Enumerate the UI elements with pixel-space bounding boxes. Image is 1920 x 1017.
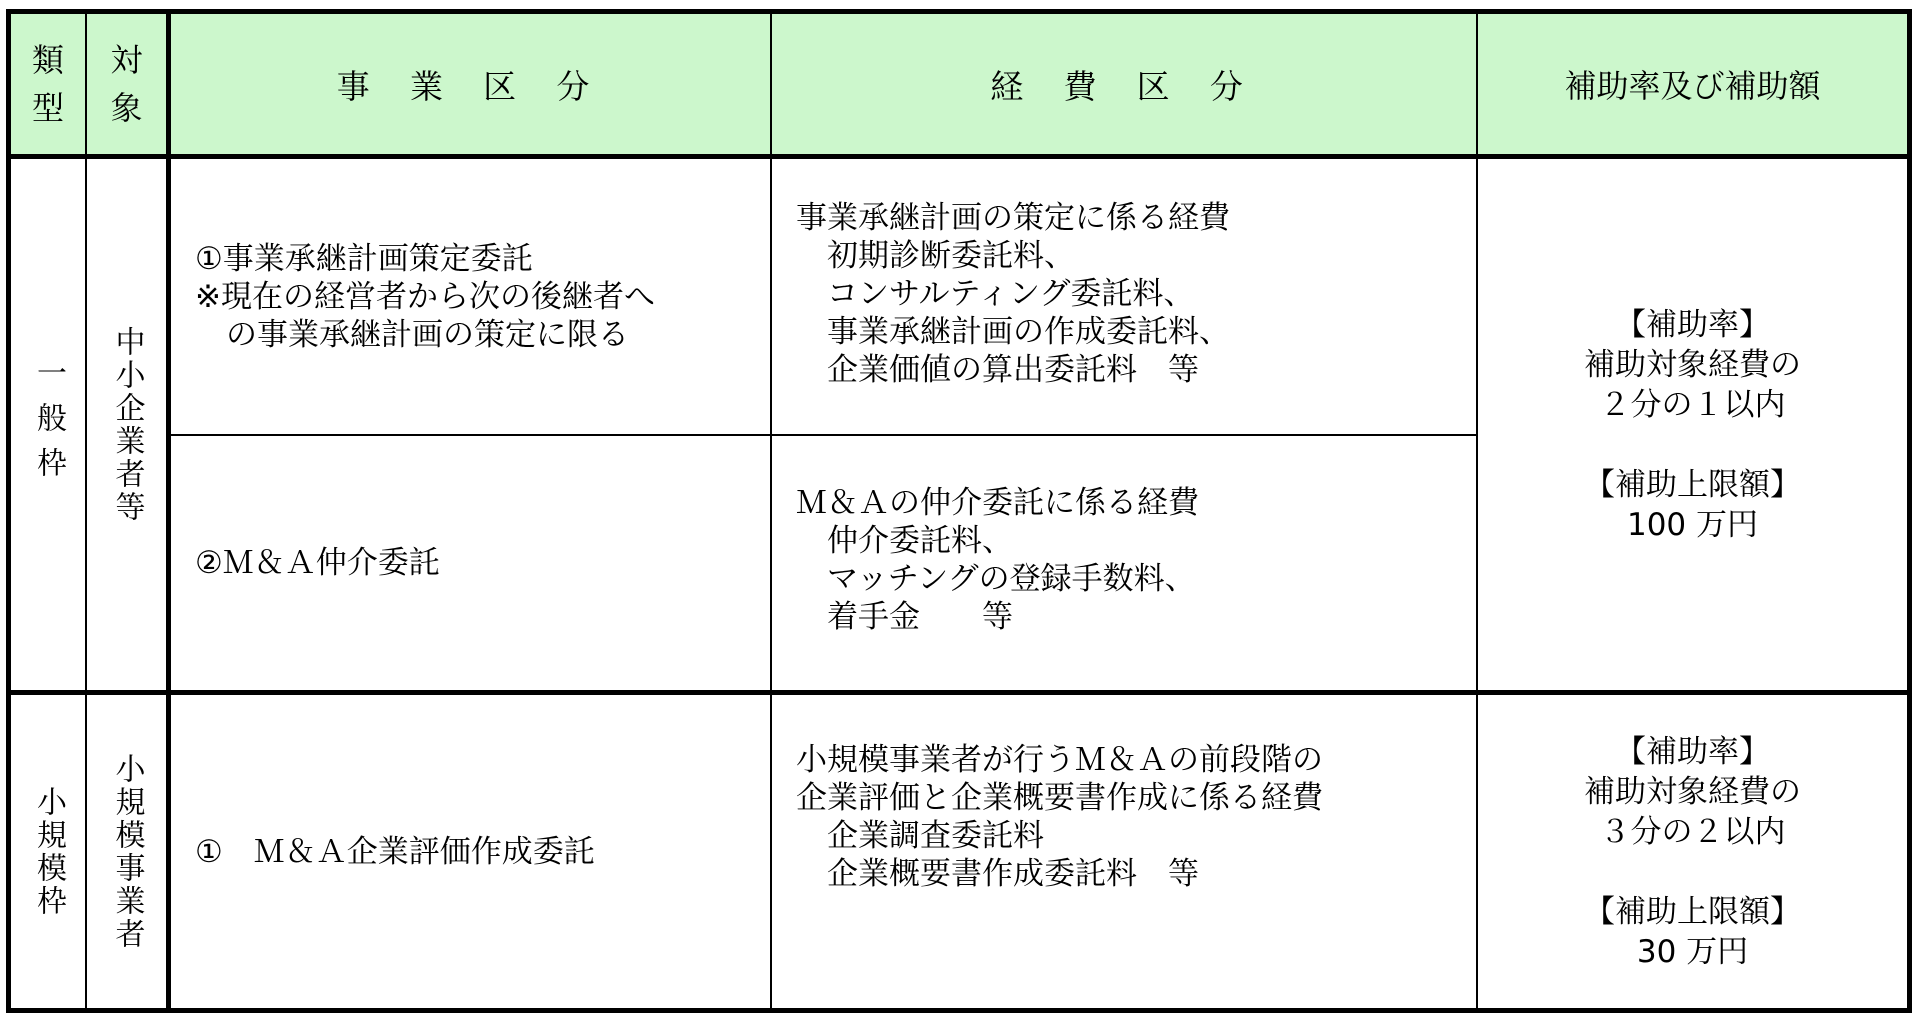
general-business-2: [171, 436, 770, 690]
small-expense-1-text: 小規模事業者が行うＭ＆Ａの前段階の 企業評価と企業概要書作成に係る経費 企業調査委託料 企業概要書作成委託料 等: [796, 742, 1323, 892]
small-target-label: 小規模事業者: [109, 752, 145, 951]
header-expense-category: [772, 14, 1476, 154]
header-subsidy-rate: [1478, 14, 1907, 154]
header-expense-category-label: 経 費 区 分: [990, 66, 1258, 106]
general-target-label: 中小企業者等: [109, 325, 145, 524]
small-target: [87, 695, 166, 1008]
general-type-label: 一般枠: [31, 357, 66, 492]
header-business-category: [171, 14, 770, 154]
subsidy-table: [6, 9, 1912, 1013]
general-business-1: [171, 159, 770, 434]
general-expense-2: [772, 436, 1476, 690]
general-expense-2-text: Ｍ＆Ａの仲介委託に係る経費 仲介委託料、 マッチングの登録手数料、 着手金 等: [796, 485, 1199, 635]
small-business-1-text: ① Ｍ＆Ａ企業評価作成委託: [195, 833, 595, 870]
header-type-label: 類 型: [31, 41, 64, 127]
small-type: [11, 695, 85, 1008]
general-expense-1-text: 事業承継計画の策定に係る経費 初期診断委託料、 コンサルティング委託料、 事業承継計画の作成委託料、 企業価値の算出委託料 等: [796, 200, 1230, 388]
general-type: [11, 159, 85, 690]
header-subsidy-rate-label: 補助率及び補助額: [1564, 67, 1821, 105]
header-type: [11, 14, 85, 154]
small-rate-text: 【補助率】 補助対象経費の ３分の２以内 【補助上限額】 30 万円: [1584, 733, 1801, 970]
general-rate-text: 【補助率】 補助対象経費の ２分の１以内 【補助上限額】 100 万円: [1584, 306, 1801, 543]
small-business-1: [171, 695, 770, 1008]
small-type-label: 小規模枠: [31, 785, 66, 918]
header-target-label: 対 象: [110, 41, 143, 127]
small-expense-1: [772, 695, 1476, 1008]
header-business-category-label: 事 業 区 分: [336, 66, 605, 106]
general-expense-1: [772, 159, 1476, 434]
general-business-2-text: ②Ｍ＆Ａ仲介委託: [195, 545, 440, 581]
small-rate: [1478, 695, 1907, 1008]
general-business-1-text: ①事業承継計画策定委託 ※現在の経営者から次の後継者へ の事業承継計画の策定に限る: [195, 240, 655, 353]
general-target: [87, 159, 166, 690]
general-rate: [1478, 159, 1907, 690]
header-target: [87, 14, 166, 154]
